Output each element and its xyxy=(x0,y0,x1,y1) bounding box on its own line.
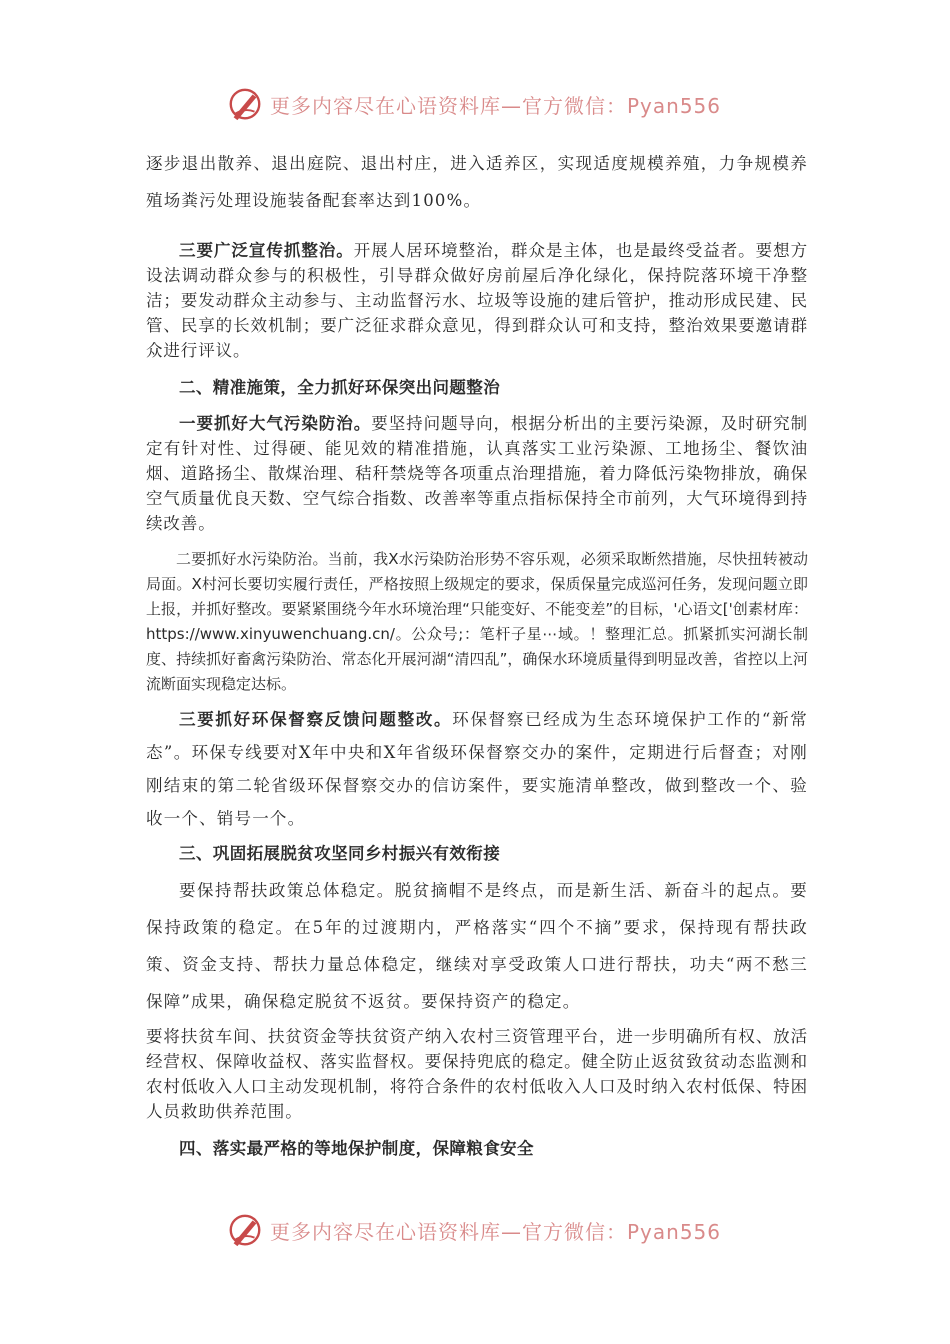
pen-logo-icon xyxy=(226,85,264,123)
header-watermark xyxy=(226,84,726,124)
paragraph-text: 开展人居环境整治，群众是主体，也是最终受益者。要想方设法调动群众参与的积极性，引导群众做好房前屋后净化绿化，保持院落环境干净整洁；要发动群众主动参与、主动监督污水、垃圾等设施的建后管护，推动形成民建、民管、民享的长效机制；要广泛征求群众意见，得到群众认可和支持，整治效果要邀请群众进行评议。 xyxy=(146,241,809,360)
paragraph-lead: 一要抓好大气污染防治。 xyxy=(179,414,372,433)
section-heading-4: 四、落实最严格的等地保护制度，保障粮食安全 xyxy=(179,1139,534,1158)
paragraph-water-pollution xyxy=(146,547,808,697)
paragraph-publicity xyxy=(146,238,808,363)
footer-watermark xyxy=(226,1210,726,1250)
paragraph-inspection xyxy=(146,703,808,835)
paragraph-text: 逐步退出散养、退出庭院、退出村庄，进入适养区，实现适度规模养殖，力争规模养殖场粪污处理设施装备配套率达到100%。 xyxy=(146,154,808,210)
paragraph-text: 要保持帮扶政策总体稳定。脱贫摘帽不是终点，而是新生活、新奋斗的起点。要保持政策的稳定。在5年的过渡期内，严格落实“四个不摘”要求，保持现有帮扶政策、资金支持、帮扶力量总体稳定，继续对享受政策人口进行帮扶，功夫“两不愁三保障”成果，确保稳定脱贫不返贫。要保持资产的稳定。 xyxy=(146,881,808,1011)
paragraph-lead: 三要广泛宣传抓整治。 xyxy=(179,241,354,260)
paragraph-lead: 三要抓好环保督察反馈问题整改。 xyxy=(179,710,453,729)
paragraph-text: 要坚持问题导向，根据分析出的主要污染源，及时研究制定有针对性、过得硬、能见效的精准措施，认真落实工业污染源、工地扬尘、餐饮油烟、道路扬尘、散煤治理、秸秆禁烧等各项重点治理措施，着力降低污染物排放，确保空气质量优良天数、空气综合指数、改善率等重点指标保持全市前列，大气环境得到持续改善。 xyxy=(146,414,808,533)
section-heading-3: 三、巩固拓展脱贫攻坚同乡村振兴有效衔接 xyxy=(179,844,501,863)
document-body xyxy=(146,145,808,1161)
paragraph-poverty xyxy=(146,872,808,1020)
watermark-text: 更多内容尽在心语资料库—官方微信：Pyan556 xyxy=(270,93,722,118)
paragraph-assets xyxy=(146,1024,808,1124)
paragraph-text: 二要抓好水污染防治。当前，我X水污染防治形势不容乐观，必须采取断然措施，尽快扭转被动局面。X村河长要切实履行责任，严格按照上级规定的要求，保质保量完成巡河任务，发现问题立即上报，并抓好整改。要紧紧围绕今年水环境治理“只能变好、不能变差”的目标，'心语文['创素材库：https://www.xinyuwenchuang.cn/。公众号;：笔杆子星⋯域。！整理汇总。抓紧抓实河湖长制度、持续抓好畜禽污染防治、常态化开展河湖“清四乱”，确保水环境质量得到明显改善，省控以上河流断面实现稳定达标。 xyxy=(146,550,808,693)
paragraph-air-pollution xyxy=(146,411,808,536)
paragraph-continuation xyxy=(146,145,808,219)
paragraph-text: 要将扶贫车间、扶贫资金等扶贫资产纳入农村三资管理平台，进一步明确所有权、放活经营权、保障收益权、落实监督权。要保持兜底的稳定。健全防止返贫致贫动态监测和农村低收入人口主动发现机制，将符合条件的农村低收入人口及时纳入农村低保、特困人员救助供养范围。 xyxy=(146,1027,808,1121)
watermark-text: 更多内容尽在心语资料库—官方微信：Pyan556 xyxy=(270,1219,722,1244)
paragraph-text: 环保督察已经成为生态环境保护工作的“新常态”。环保专线要对X年中央和X年省级环保督察交办的案件，定期进行后督查；对刚刚结束的第二轮省级环保督察交办的信访案件，要实施清单整改，做到整改一个、验收一个、销号一个。 xyxy=(146,710,808,828)
section-heading-2: 二、精准施策，全力抓好环保突出问题整治 xyxy=(179,378,501,397)
pen-logo-icon xyxy=(226,1211,264,1249)
